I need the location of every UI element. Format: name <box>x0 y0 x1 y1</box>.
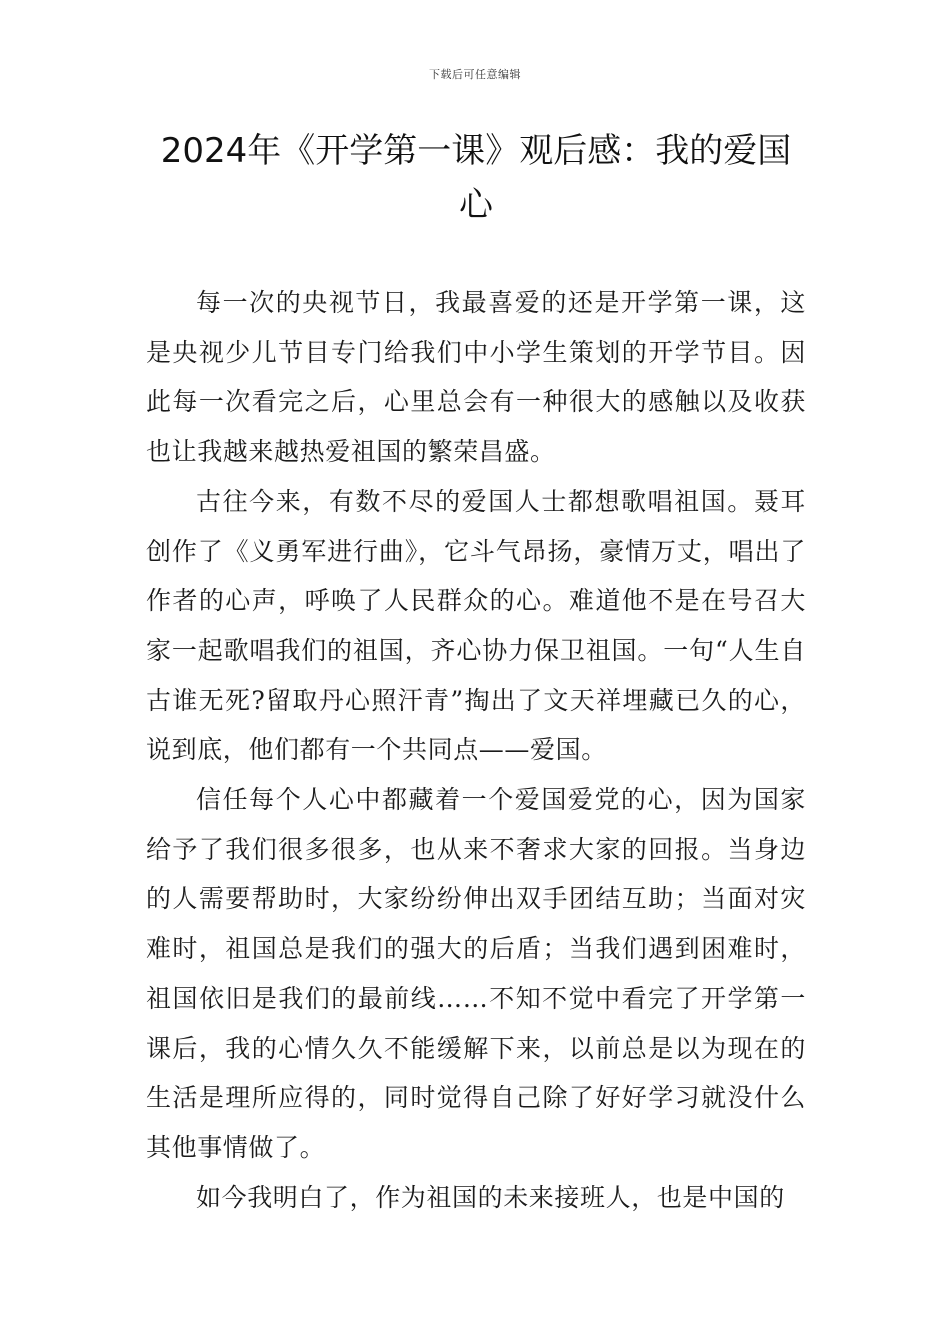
page-header-note: 下载后可任意编辑 <box>429 68 521 81</box>
paragraph-2: 古往今来，有数不尽的爱国人士都想歌唱祖国。聂耳创作了《义勇军进行曲》，它斗气昂扬，豪情万丈，唱出了作者的心声，呼唤了人民群众的心。难道他不是在号召大家一起歌唱我们的祖国，齐心协力保卫祖国。一句“人生自古谁无死?留取丹心照汗青”掏出了文天祥埋藏已久的心，说到底，他们都有一个共同点——爱国。 <box>146 486 806 765</box>
paragraph-4: 如今我明白了，作为祖国的未来接班人，也是中国的 <box>196 1182 785 1212</box>
document-title: 2024年《开学第一课》观后感：我的爱国心 <box>160 131 792 225</box>
document-body <box>146 278 806 1222</box>
paragraph-3: 信任每个人心中都藏着一个爱国爱党的心，因为国家给予了我们很多很多，也从来不奢求大家的回报。当身边的人需要帮助时，大家纷纷伸出双手团结互助；当面对灾难时，祖国总是我们的强大的后盾；当我们遇到困难时，祖国依旧是我们的最前线……不知不觉中看完了开学第一课后，我的心情久久不能缓解下来，以前总是以为现在的生活是理所应得的，同时觉得自己除了好好学习就没什么其他事情做了。 <box>146 785 806 1162</box>
paragraph-1: 每一次的央视节日，我最喜爱的还是开学第一课，这是央视少儿节目专门给我们中小学生策划的开学节目。因此每一次看完之后，心里总会有一种很大的感触以及收获也让我越来越热爱祖国的繁荣昌盛。 <box>146 288 806 467</box>
